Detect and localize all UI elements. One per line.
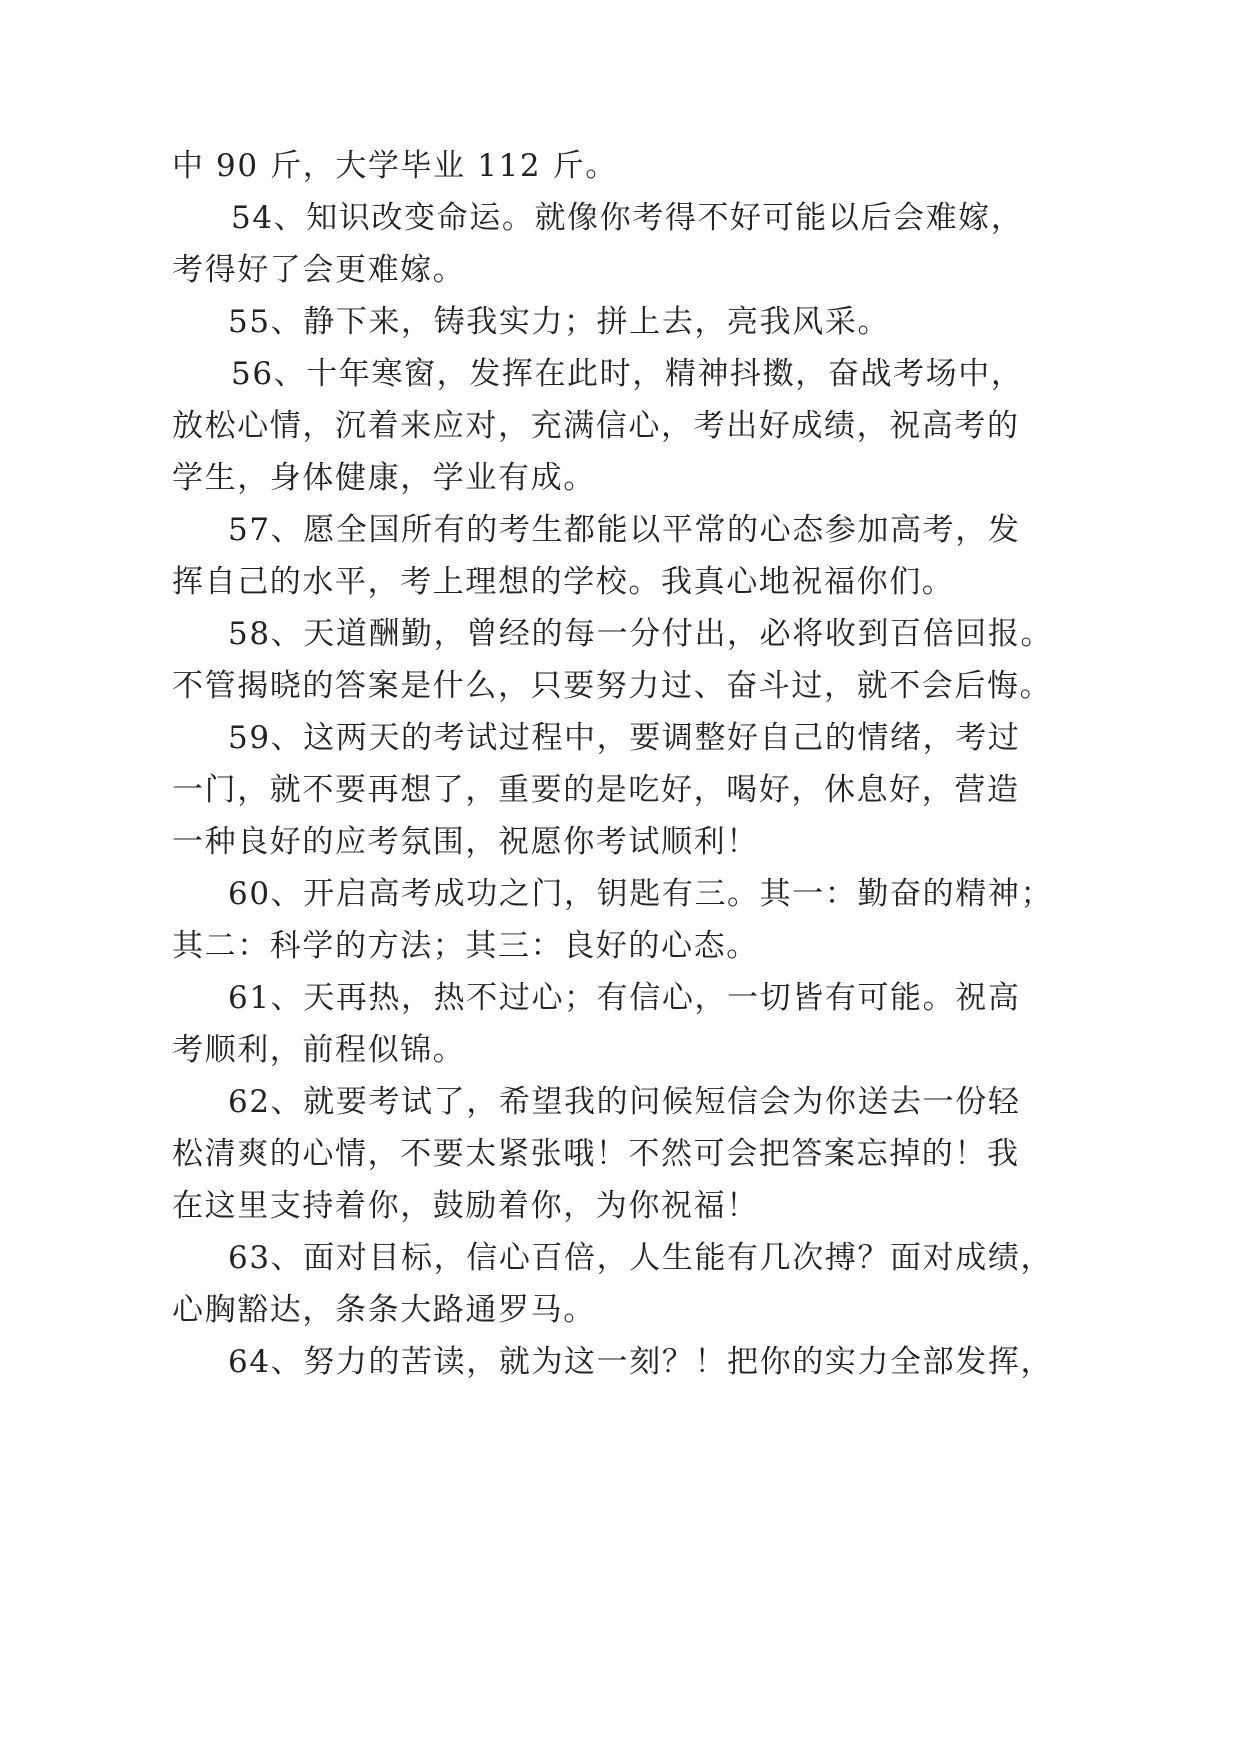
text-line: 58、天道酬勤，曾经的每一分付出，必将收到百倍回报。 — [228, 616, 1054, 652]
text-line: 一种良好的应考氛围，祝愿你考试顺利！ — [172, 824, 759, 860]
text-line: 62、就要考试了，希望我的问候短信会为你送去一份轻 — [228, 1084, 1021, 1120]
text-line: 55、静下来，铸我实力；拼上去，亮我风采。 — [228, 304, 891, 340]
text-line: 60、开启高考成功之门，钥匙有三。其一：勤奋的精神； — [228, 876, 1054, 912]
text-line: 64、努力的苦读，就为这一刻？！把你的实力全部发挥， — [228, 1344, 1054, 1380]
text-line: 挥自己的水平，考上理想的学校。我真心地祝福你们。 — [172, 564, 955, 600]
text-line: 其二：科学的方法；其三：良好的心态。 — [172, 928, 759, 964]
text-line: 中 90 斤，大学毕业 112 斤。 — [172, 148, 618, 184]
text-line: 59、这两天的考试过程中，要调整好自己的情绪，考过 — [228, 720, 1021, 756]
text-line: 57、愿全国所有的考生都能以平常的心态参加高考，发 — [228, 512, 1021, 548]
text-line: 松清爽的心情，不要太紧张哦！不然可会把答案忘掉的！我 — [172, 1136, 1020, 1172]
text-line: 考得好了会更难嫁。 — [172, 252, 466, 288]
text-line: 61、天再热，热不过心；有信心，一切皆有可能。祝高 — [228, 980, 1021, 1016]
text-line: 54、知识改变命运。就像你考得不好可能以后会难嫁， — [231, 200, 1024, 236]
text-line: 学生，身体健康，学业有成。 — [172, 460, 596, 496]
text-line: 一门，就不要再想了，重要的是吃好，喝好，休息好，营造 — [172, 772, 1020, 808]
text-line: 心胸豁达，条条大路通罗马。 — [172, 1292, 596, 1328]
text-line: 在这里支持着你，鼓励着你，为你祝福！ — [172, 1188, 759, 1224]
text-line: 56、十年寒窗，发挥在此时，精神抖擞，奋战考场中， — [231, 356, 1024, 392]
text-line: 放松心情，沉着来应对，充满信心，考出好成绩，祝高考的 — [172, 408, 1020, 444]
text-line: 考顺利，前程似锦。 — [172, 1032, 466, 1068]
text-line: 不管揭晓的答案是什么，只要努力过、奋斗过，就不会后悔。 — [172, 668, 1053, 704]
text-line: 63、面对目标，信心百倍，人生能有几次搏？面对成绩， — [228, 1240, 1054, 1276]
